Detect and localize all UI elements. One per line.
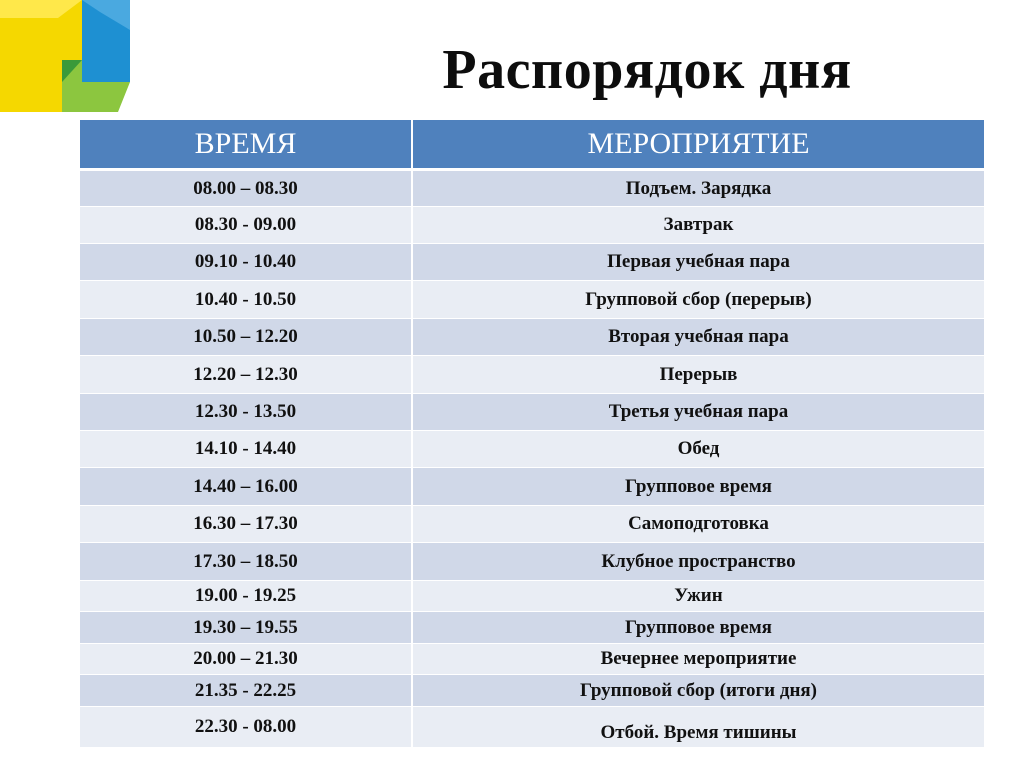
table-row [80,581,984,612]
time-cell: 19.30 – 19.55 [80,612,412,644]
table-row [80,543,984,581]
time-cell: 22.30 - 08.00 [80,707,412,748]
table-row [80,207,984,244]
column-header-event: МЕРОПРИЯТИЕ [412,120,984,170]
event-cell: Клубное пространство [412,543,984,581]
table-row [80,612,984,644]
event-cell: Завтрак [412,207,984,244]
table-row [80,244,984,281]
event-cell: Групповое время [412,612,984,644]
event-cell: Ужин [412,581,984,612]
schedule-table [80,120,984,748]
table-row [80,644,984,675]
table-row [80,170,984,207]
column-header-time: ВРЕМЯ [80,120,412,170]
event-cell: Самоподготовка [412,506,984,543]
event-cell: Групповое время [412,468,984,506]
time-cell: 16.30 – 17.30 [80,506,412,543]
event-cell: Групповой сбор (перерыв) [412,281,984,319]
table-row [80,707,984,748]
table-row [80,319,984,356]
event-cell: Групповой сбор (итоги дня) [412,675,984,707]
time-cell: 19.00 - 19.25 [80,581,412,612]
time-cell: 14.40 – 16.00 [80,468,412,506]
page-title: Распорядок дня [442,39,852,101]
table-header-row [80,120,984,170]
time-cell: 10.50 – 12.20 [80,319,412,356]
time-cell: 12.30 - 13.50 [80,394,412,431]
table-row [80,675,984,707]
time-cell: 09.10 - 10.40 [80,244,412,281]
time-cell: 08.00 – 08.30 [80,170,412,207]
time-cell: 08.30 - 09.00 [80,207,412,244]
table-row [80,431,984,468]
time-cell: 10.40 - 10.50 [80,281,412,319]
event-cell: Вторая учебная пара [412,319,984,356]
table-row [80,394,984,431]
event-cell: Перерыв [412,356,984,394]
table-row [80,356,984,394]
time-cell: 14.10 - 14.40 [80,431,412,468]
event-cell: Обед [412,431,984,468]
time-cell: 20.00 – 21.30 [80,644,412,675]
time-cell: 12.20 – 12.30 [80,356,412,394]
event-cell: Первая учебная пара [412,244,984,281]
table-row [80,281,984,319]
event-cell: Подъем. Зарядка [412,170,984,207]
time-cell: 17.30 – 18.50 [80,543,412,581]
event-cell: Вечернее мероприятие [412,644,984,675]
table-row [80,506,984,543]
table-row [80,468,984,506]
time-cell: 21.35 - 22.25 [80,675,412,707]
event-cell: Третья учебная пара [412,394,984,431]
event-cell: Отбой. Время тишины [412,707,984,748]
